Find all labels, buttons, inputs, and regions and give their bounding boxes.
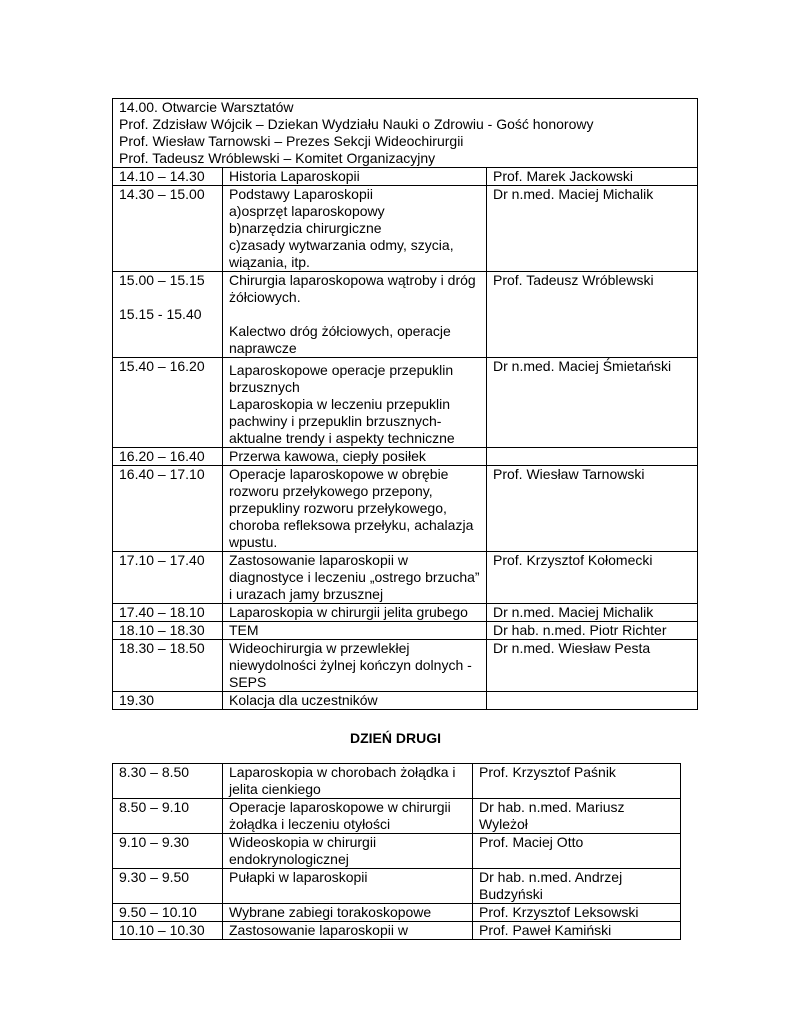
table-row: [113, 834, 681, 869]
topic-cell: Wideochirurgia w przewlekłej niewydolności żylnej kończyn dolnych - SEPS: [223, 640, 487, 692]
topic-cell: Laparoskopia w chorobach żołądka i jelita cienkiego: [223, 764, 473, 799]
table-row: [113, 358, 698, 448]
time-cell: 14.10 – 14.30: [113, 168, 223, 186]
table-row: [113, 168, 698, 186]
table-row: [113, 448, 698, 466]
time-cell: 18.30 – 18.50: [113, 640, 223, 692]
time-cell: 8.50 – 9.10: [113, 799, 223, 834]
topic-cell: Przerwa kawowa, ciepły posiłek: [223, 448, 487, 466]
topic-cell: TEM: [223, 622, 487, 640]
day-two-heading: DZIEŃ DRUGI: [350, 730, 441, 746]
topic-cell: Kolacja dla uczestników: [223, 692, 487, 710]
time-cell: 9.50 – 10.10: [113, 904, 223, 922]
topic-cell: Operacje laparoskopowe w chirurgii żołądka i leczeniu otyłości: [223, 799, 473, 834]
table-row: [113, 186, 698, 272]
speaker-cell: Dr hab. n.med. Piotr Richter: [487, 622, 698, 640]
opening-line: 14.00. Otwarcie Warsztatów: [119, 99, 294, 115]
time-cell: [113, 272, 223, 358]
time-text: 15.15 - 15.40: [119, 306, 202, 322]
table-row: [113, 922, 681, 940]
topic-cell: Zastosowanie laparoskopii w diagnostyce i leczeniu „ostrego brzucha” i urazach jamy brzusznej: [223, 552, 487, 604]
day2-schedule-table: [112, 763, 681, 940]
day1-schedule-table: [112, 98, 698, 710]
time-text: 15.00 – 15.15: [119, 272, 205, 288]
time-cell: 17.10 – 17.40: [113, 552, 223, 604]
table-row: [113, 272, 698, 358]
topic-cell: [223, 272, 487, 358]
table-row: [113, 640, 698, 692]
topic-cell: Laparoskopia w chirurgii jelita grubego: [223, 604, 487, 622]
table-row: [113, 604, 698, 622]
opening-line: Prof. Wiesław Tarnowski – Prezes Sekcji Wideochirurgii: [119, 133, 464, 149]
speaker-cell: Dr n.med. Maciej Śmietański: [487, 358, 698, 448]
table-row: [113, 869, 681, 904]
speaker-cell: Prof. Tadeusz Wróblewski: [487, 272, 698, 358]
opening-line: Prof. Zdzisław Wójcik – Dziekan Wydziału Nauki o Zdrowiu - Gość honorowy: [119, 116, 594, 132]
speaker-cell: Dr n.med. Maciej Michalik: [487, 604, 698, 622]
table-row: [113, 764, 681, 799]
topic-cell: Wybrane zabiegi torakoskopowe: [223, 904, 473, 922]
speaker-cell: Dr n.med. Wiesław Pesta: [487, 640, 698, 692]
speaker-cell: Prof. Maciej Otto: [473, 834, 681, 869]
topic-cell: Podstawy Laparoskopii a)osprzęt laparoskopowy b)narzędzia chirurgiczne c)zasady wytwarzania odmy, szycia, wiązania, itp.: [223, 186, 487, 272]
time-cell: 15.40 – 16.20: [113, 358, 223, 448]
topic-cell: Zastosowanie laparoskopii w: [223, 922, 473, 940]
speaker-cell: Prof. Wiesław Tarnowski: [487, 466, 698, 552]
time-cell: 14.30 – 15.00: [113, 186, 223, 272]
time-cell: 17.40 – 18.10: [113, 604, 223, 622]
speaker-cell: Dr n.med. Maciej Michalik: [487, 186, 698, 272]
time-cell: 8.30 – 8.50: [113, 764, 223, 799]
speaker-cell: [487, 448, 698, 466]
table-row: [113, 904, 681, 922]
table-row: [113, 552, 698, 604]
table-row: [113, 622, 698, 640]
time-cell: 10.10 – 10.30: [113, 922, 223, 940]
opening-row: [113, 99, 698, 168]
speaker-cell: Dr hab. n.med. Mariusz Wyleżoł: [473, 799, 681, 834]
table-row: [113, 799, 681, 834]
speaker-cell: [487, 692, 698, 710]
speaker-cell: Prof. Krzysztof Kołomecki: [487, 552, 698, 604]
speaker-cell: Prof. Paweł Kamiński: [473, 922, 681, 940]
opening-line: Prof. Tadeusz Wróblewski – Komitet Organizacyjny: [119, 150, 436, 166]
time-cell: 18.10 – 18.30: [113, 622, 223, 640]
speaker-cell: Dr hab. n.med. Andrzej Budzyński: [473, 869, 681, 904]
topic-text: Kalectwo dróg żółciowych, operacje naprawcze: [229, 323, 451, 356]
topic-cell: Operacje laparoskopowe w obrębie rozworu przełykowego przepony, przepukliny rozworu przełykowego, choroba refleksowa przełyku, achalazja wpustu.: [223, 466, 487, 552]
time-cell: 9.10 – 9.30: [113, 834, 223, 869]
topic-cell: Wideoskopia w chirurgii endokrynologicznej: [223, 834, 473, 869]
table-row: [113, 692, 698, 710]
table-row: [113, 466, 698, 552]
speaker-cell: Prof. Krzysztof Paśnik: [473, 764, 681, 799]
time-cell: 16.20 – 16.40: [113, 448, 223, 466]
speaker-cell: Prof. Krzysztof Leksowski: [473, 904, 681, 922]
time-cell: 9.30 – 9.50: [113, 869, 223, 904]
topic-cell: Pułapki w laparoskopii: [223, 869, 473, 904]
topic-cell: Historia Laparoskopii: [223, 168, 487, 186]
time-cell: 16.40 – 17.10: [113, 466, 223, 552]
speaker-cell: Prof. Marek Jackowski: [487, 168, 698, 186]
topic-text: Chirurgia laparoskopowa wątroby i dróg żółciowych.: [229, 272, 476, 305]
opening-cell: [113, 99, 698, 168]
topic-cell: Laparoskopowe operacje przepuklin brzusznych Laparoskopia w leczeniu przepuklin pachwiny i przepuklin brzusznych- aktualne trendy i aspekty techniczne: [223, 358, 487, 448]
time-cell: 19.30: [113, 692, 223, 710]
